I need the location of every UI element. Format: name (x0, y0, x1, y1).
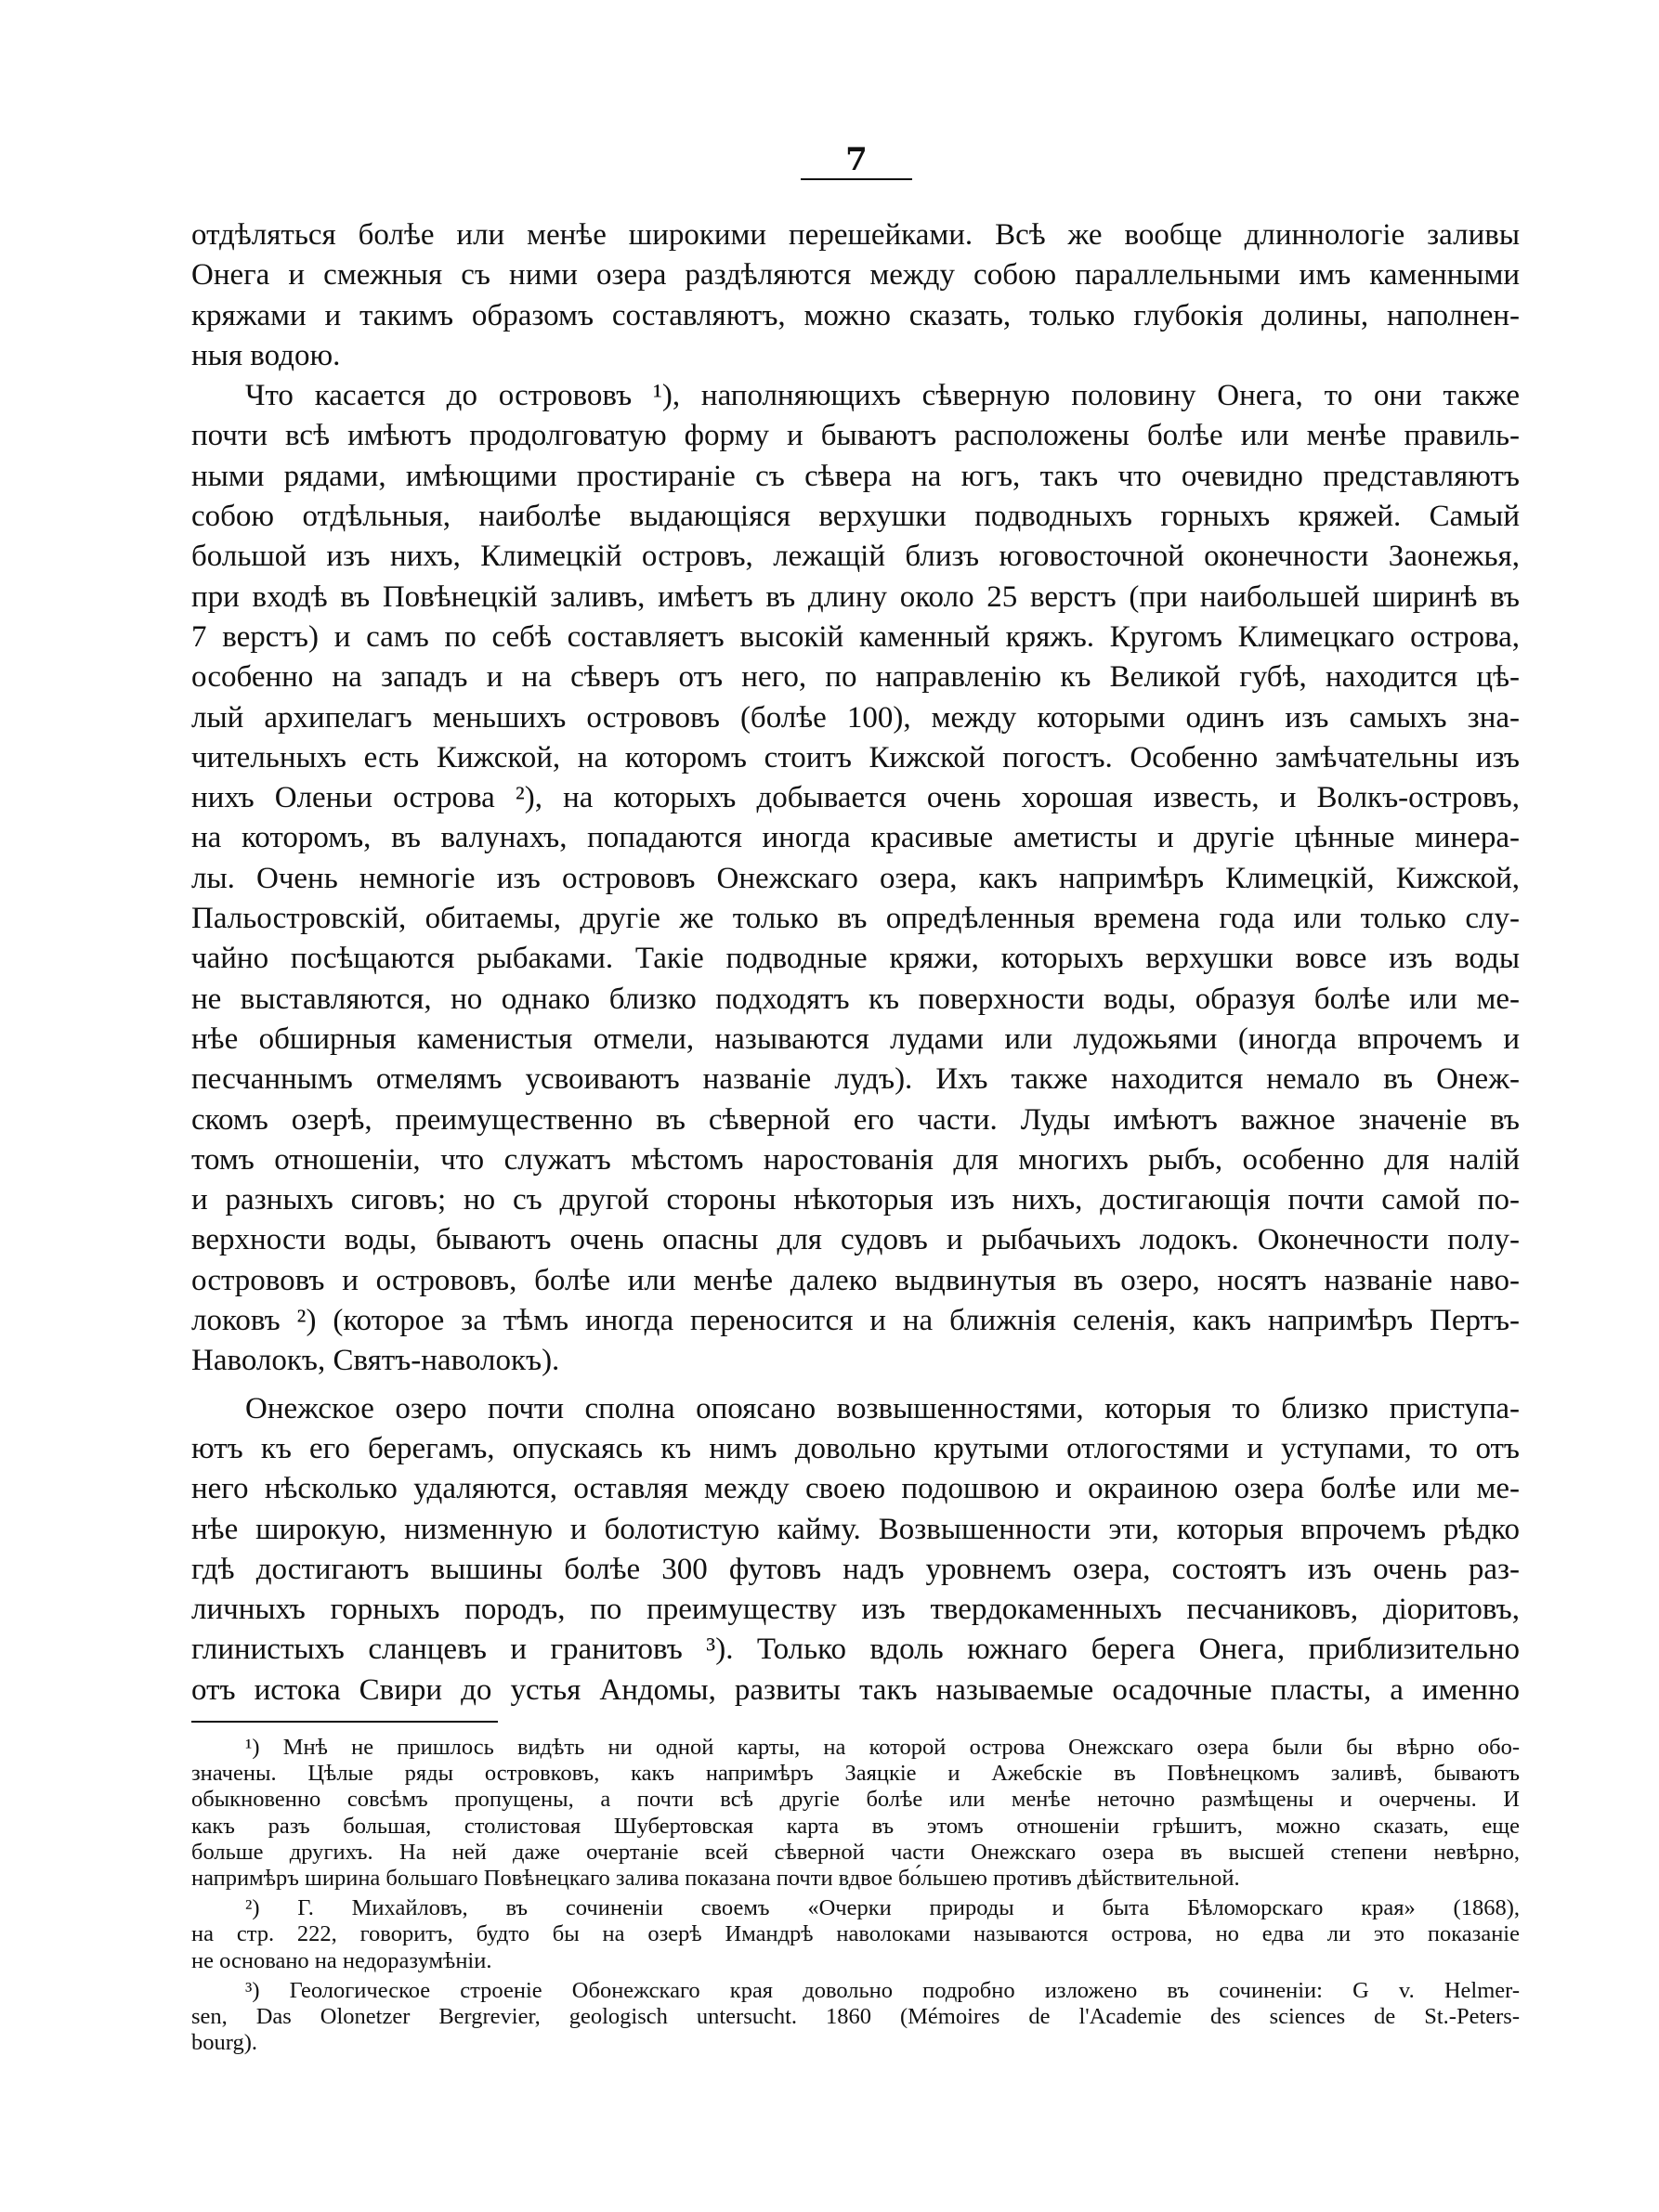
footnote-line: на стр. 222, говоритъ, будто бы на озерѣ Имандрѣ наволоками называются острова, но едва ли это показаніе (191, 1921, 1520, 1947)
text-line: гдѣ достигаютъ вышины болѣе 300 футовъ надъ уровнемъ озера, состоятъ изъ очень раз- (191, 1552, 1520, 1586)
text-line: песчаннымъ отмелямъ усвоиваютъ названіе лудъ). Ихъ также находится немало въ Онеж- (191, 1062, 1520, 1097)
text-line: при входѣ въ Повѣнецкій заливъ, имѣетъ въ длину около 25 верстъ (при наибольшей ширинѣ въ (191, 579, 1520, 614)
body-text (191, 215, 1520, 1711)
footnote-line: больше другихъ. На ней даже очертаніе всей сѣверной части Онежскаго озера въ высшей степени невѣрно, (191, 1839, 1520, 1865)
text-line: лы. Очень немногіе изъ острововъ Онежскаго озера, какъ напримѣръ Климецкій, Кижской, (191, 861, 1520, 895)
text-line: нѣе широкую, низменную и болотистую кайму. Возвышенности эти, которыя впрочемъ рѣдко (191, 1512, 1520, 1546)
footnote-line: ³) Геологическое строеніе Обонежскаго края довольно подробно изложено въ сочиненіи: G v. Helmer- (245, 1977, 1520, 2003)
text-line: ными рядами, имѣющими простираніе съ сѣвера на югъ, такъ что очевидно представляютъ (191, 459, 1520, 493)
footnote-line: ¹) Мнѣ не пришлось видѣть ни одной карты, на которой острова Онежскаго озера были бы вѣрно обо- (245, 1735, 1520, 1760)
text-line: почти всѣ имѣютъ продолговатую форму и бываютъ расположены болѣе или менѣе правиль- (191, 419, 1520, 453)
footnote-line: bourg). (191, 2030, 257, 2056)
text-line: Онега и смежныя съ ними озера раздѣляются между собою параллельными имъ каменными (191, 258, 1520, 293)
text-line: верхности воды, бываютъ очень опасны для судовъ и рыбачьихъ лодокъ. Оконечности полу- (191, 1223, 1520, 1257)
paragraph-gap (191, 1382, 1520, 1389)
text-line: ютъ къ его берегамъ, опускаясь къ нимъ довольно крутыми отлогостями и уступами, то отъ (191, 1431, 1520, 1465)
text-line: локовъ ²) (которое за тѣмъ иногда переносится и на ближнія селенія, какъ напримѣръ Пертъ- (191, 1304, 1520, 1338)
text-line: него нѣсколько удаляются, оставляя между своею подошвою и окраиною озера болѣе или ме- (191, 1472, 1520, 1506)
footnote-line: напримѣръ ширина большаго Повѣнецкаго залива показана почти вдвое бо́льшею противъ дѣйствительной. (191, 1866, 1240, 1892)
text-line: скомъ озерѣ, преимущественно въ сѣверной его части. Луды имѣютъ важное значеніе въ (191, 1102, 1520, 1137)
text-line: большой изъ нихъ, Климецкій островъ, лежащій близъ юговосточной оконечности Заонежья, (191, 540, 1520, 574)
text-line: не выставляются, но однако близко подходятъ къ поверхности воды, образуя болѣе или ме- (191, 982, 1520, 1016)
footnotes (191, 1735, 1520, 2056)
text-line: отдѣляться болѣе или менѣе широкими перешейками. Всѣ же вообще длиннологіе заливы (191, 218, 1520, 252)
footnote-line: обыкновенно совсѣмъ пропущены, а почти всѣ другіе болѣе или менѣе неточно размѣщены и очерчены. И (191, 1787, 1520, 1813)
text-line: глинистыхъ сланцевъ и гранитовъ ³). Только вдоль южнаго берега Онега, приблизительно (191, 1633, 1520, 1667)
footnote-line: ²) Г. Михайловъ, въ сочиненіи своемъ «Очерки природы и быта Бѣломорскаго края» (1868), (245, 1895, 1520, 1921)
footnote-line: не основано на недоразумѣніи. (191, 1947, 492, 1973)
footnote-separator (191, 1721, 498, 1723)
text-line: собою отдѣльныя, наиболѣе выдающіяся верхушки подводныхъ горныхъ кряжей. Самый (191, 500, 1520, 534)
text-line: 7 верстъ) и самъ по себѣ составляетъ высокій каменный кряжъ. Кругомъ Климецкаго острова, (191, 619, 1520, 654)
text-line: и разныхъ сиговъ; но съ другой стороны нѣкоторыя изъ нихъ, достигающія почти самой по- (191, 1183, 1520, 1217)
page-number: 7 (845, 141, 868, 178)
text-line: Что касается до острововъ ¹), наполняющихъ сѣверную половину Онега, то они также (245, 379, 1520, 413)
text-line: ныя водою. (191, 338, 341, 372)
text-line: чайно посѣщаются рыбаками. Такіе подводные кряжи, которыхъ верхушки вовсе изъ воды (191, 942, 1520, 976)
text-line: кряжами и такимъ образомъ составляютъ, можно сказать, только глубокія долины, наполнен- (191, 298, 1520, 332)
text-line: отъ истока Свири до устья Андомы, развиты такъ называемые осадочные пласты, а именно (191, 1672, 1520, 1707)
text-line: чительныхъ есть Кижской, на которомъ стоитъ Кижской погостъ. Особенно замѣчательны изъ (191, 740, 1520, 774)
text-line: Онежское озеро почти сполна опоясано возвышенностями, которыя то близко приступа- (245, 1391, 1520, 1425)
text-line: Пальостровскій, обитаемы, другіе же только въ опредѣленныя времена года или только слу- (191, 902, 1520, 936)
text-line: острововъ и острововъ, болѣе или менѣе далеко выдвинутыя въ озеро, носятъ названіе наво- (191, 1263, 1520, 1297)
text-line: на которомъ, въ валунахъ, попадаются иногда красивые аметисты и другіе цѣнные минера- (191, 821, 1520, 855)
footnote-line: значены. Цѣлые ряды островковъ, какъ напримѣръ Заяцкіе и Ажебскіе въ Повѣнецкомъ заливѣ, бываютъ (191, 1761, 1520, 1787)
text-line: нѣе обширныя каменистыя отмели, называются лудами или лудожьями (иногда впрочемъ и (191, 1021, 1520, 1056)
footnote-line: sen, Das Olonetzer Bergrevier, geologisch untersucht. 1860 (Mémoires de l'Academie des sciences de St.-Peters- (191, 2004, 1520, 2030)
text-line: лый архипелагъ меньшихъ острововъ (болѣе 100), между которыми одинъ изъ самыхъ зна- (191, 700, 1520, 735)
footnote-line: какъ разъ большая, столистовая Шубертовская карта въ этомъ отношеніи грѣшитъ, можно сказать, еще (191, 1813, 1520, 1839)
text-line: нихъ Оленьи острова ²), на которыхъ добывается очень хорошая известь, и Волкъ-островъ, (191, 781, 1520, 815)
page-number-underline (801, 178, 912, 180)
text-line: томъ отношеніи, что служатъ мѣстомъ наростованія для многихъ рыбъ, особенно для налій (191, 1142, 1520, 1177)
text-line: личныхъ горныхъ породъ, по преимуществу изъ твердокаменныхъ песчаниковъ, діоритовъ, (191, 1593, 1520, 1627)
text-line: особенно на западъ и на сѣверъ отъ него, по направленію къ Великой губѣ, находится цѣ- (191, 660, 1520, 695)
text-line: Наволокъ, Святъ-наволокъ). (191, 1344, 560, 1378)
